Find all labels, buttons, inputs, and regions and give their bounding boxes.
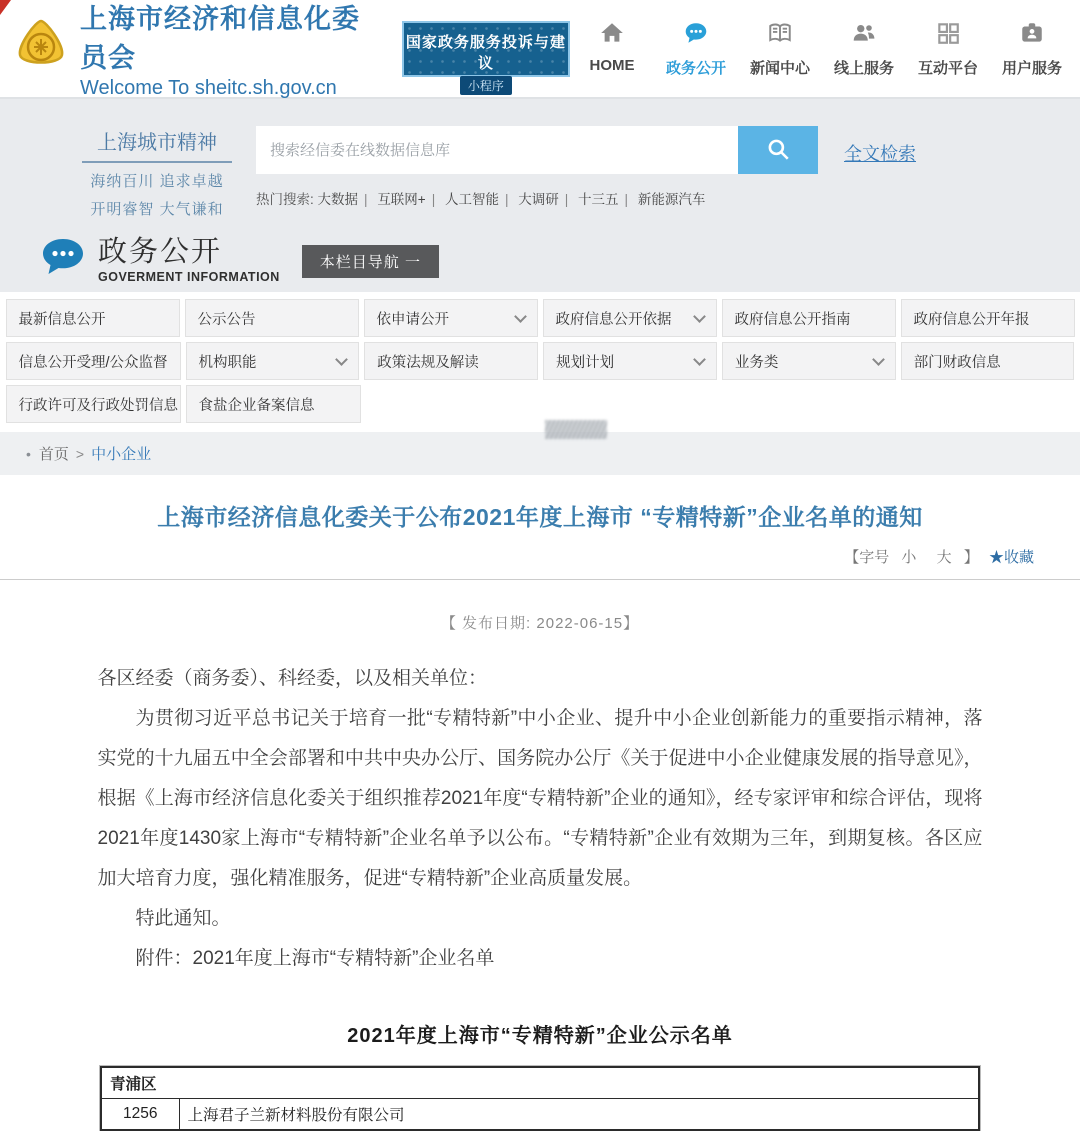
nav-item-user-services[interactable] (990, 20, 1074, 78)
banner-title: 国家政务服务投诉与建议 (405, 33, 566, 72)
hot-search-separator: | (431, 192, 436, 207)
section-title: 政务公开 (98, 236, 223, 268)
menu-item-latest-disclosure[interactable] (6, 299, 180, 337)
home-icon (599, 33, 625, 50)
site-subtitle: Welcome To sheitc.sh.gov.cn (80, 77, 337, 99)
menu-item-announcements[interactable] (185, 299, 359, 337)
site-logo-icon (12, 17, 70, 81)
search-column (256, 126, 818, 208)
menu-row (3, 385, 1077, 423)
search-button[interactable] (738, 126, 818, 174)
nav-item-label: 线上服务 (833, 59, 894, 77)
menu-item-label: 食盐企业备案信息 (198, 397, 315, 414)
section-bubble-icon (40, 237, 86, 277)
nav-item-label: 新闻中心 (749, 59, 810, 77)
site-header (0, 0, 1080, 97)
nav-item-label: 互动平台 (917, 59, 978, 77)
publish-date: 【 发布日期: 2022-06-15】 (440, 615, 640, 632)
menu-item-label: 业务类 (734, 354, 779, 371)
main-paragraph: 为贯彻习近平总书记关于培育一批“专精特新”中小企业、提升中小企业创新能力的重要指示精神，落实党的十九届五中全会部署和中共中央办公厅、国务院办公厅《关于促进中小企业健康发展的指导意见》，根据《上海市经济信息化委关于组织推荐2021年度“专精特新”企业的通知》，经专家评审和综合评估，现将2021年度1430家上海市“专精特新”企业名单予以公布。“专精特新”企业有效期为三年，到期复核。各区应加大培育力度，强化精准服务，促进“专精特新”企业高质量发展。 (97, 708, 983, 889)
menu-item-salt-registration[interactable] (186, 385, 361, 423)
gov-complaint-banner[interactable] (402, 21, 570, 93)
gov-info-menu (0, 292, 1080, 432)
section-nav-button[interactable]: 本栏目导航 一 (302, 245, 439, 278)
section-titles (98, 229, 280, 284)
hot-search-line (256, 188, 818, 208)
chevron-down-icon (335, 353, 348, 366)
enterprise-list-table (100, 1066, 980, 1131)
hot-search-link[interactable]: 人工智能 (444, 192, 499, 207)
menu-item-label: 政府信息公开年报 (913, 311, 1030, 328)
nav-item-label: HOME (589, 56, 635, 74)
menu-item-licensing-penalties[interactable] (6, 385, 181, 423)
nav-item-news[interactable] (738, 20, 822, 78)
top-nav (570, 20, 1074, 78)
nav-item-home[interactable] (570, 20, 654, 78)
fulltext-search-link[interactable]: 全文检索 (844, 144, 916, 164)
table-group-row (101, 1067, 979, 1099)
favorite-label: 收藏 (1003, 549, 1034, 566)
miniprogram-badge: 小程序 (460, 76, 512, 95)
hot-search-link[interactable]: 互联网+ (377, 192, 426, 207)
menu-item-label: 机构职能 (198, 354, 257, 371)
news-book-icon (767, 33, 793, 50)
menu-item-business[interactable] (722, 342, 896, 380)
grid-icon (935, 33, 961, 50)
city-spirit-block (82, 126, 232, 219)
hot-search-link[interactable]: 大数据 (317, 192, 359, 207)
menu-item-label: 依申请公开 (376, 311, 449, 328)
nav-item-label: 政务公开 (665, 59, 726, 77)
nav-item-online-services[interactable] (822, 20, 906, 78)
menu-item-label: 部门财政信息 (913, 354, 1001, 371)
menu-row (3, 342, 1077, 380)
article-body (98, 659, 983, 979)
chevron-down-icon (693, 310, 706, 323)
nav-item-gov-info[interactable] (654, 20, 738, 78)
menu-item-org-functions[interactable] (186, 342, 360, 380)
font-size-controls (0, 546, 1080, 567)
hot-search-link[interactable]: 新能源汽车 (637, 192, 706, 207)
search-row (0, 99, 1080, 219)
user-bag-icon (1019, 33, 1045, 50)
menu-item-label: 政策法规及解读 (377, 354, 479, 371)
menu-item-label: 公示公告 (197, 311, 256, 328)
hot-search-separator: | (364, 192, 368, 207)
breadcrumb (0, 432, 1080, 475)
search-box (256, 126, 818, 174)
title-divider (0, 579, 1080, 580)
menu-row (3, 299, 1077, 337)
font-smaller-button[interactable]: 小 (901, 549, 917, 566)
breadcrumb-current-link[interactable]: 中小企业 (91, 446, 152, 463)
article (0, 499, 1080, 1131)
font-size-suffix: 】 (963, 549, 979, 566)
menu-item-policies[interactable] (364, 342, 538, 380)
font-size-prefix: 【字号 (844, 549, 890, 566)
hot-search-separator: | (624, 192, 629, 207)
menu-item-label: 信息公开受理/公众监督 (18, 354, 168, 371)
hot-search-separator: | (504, 192, 509, 207)
search-section-band (0, 97, 1080, 292)
article-title: 上海市经济信息化委关于公布2021年度上海市 “专精特新”企业名单的通知 (157, 504, 923, 530)
menu-item-disclosure-on-request[interactable] (364, 299, 538, 337)
breadcrumb-home-link[interactable]: 首页 (38, 446, 69, 463)
breadcrumb-bullet: • (26, 445, 31, 462)
blurred-widget (545, 420, 607, 439)
menu-item-finance-info[interactable] (901, 342, 1075, 380)
hot-search-link[interactable]: 十三五 (578, 192, 619, 207)
city-spirit-title: 上海城市精神 (82, 126, 232, 163)
favorite-button[interactable] (989, 549, 1034, 566)
company-name-cell: 上海君子兰新材料股份有限公司 (179, 1099, 979, 1131)
menu-item-label: 政府信息公开指南 (734, 311, 851, 328)
nav-item-label: 用户服务 (1001, 59, 1062, 77)
menu-item-planning[interactable] (543, 342, 717, 380)
menu-item-disclosure-basis[interactable] (543, 299, 717, 337)
section-header (0, 229, 1080, 284)
hot-search-separator: | (564, 192, 569, 207)
row-number-cell: 1256 (101, 1099, 179, 1131)
district-group-cell: 青浦区 (101, 1067, 979, 1099)
attachment-paragraph: 附件：2021年度上海市“专精特新”企业名单 (135, 948, 495, 969)
users-icon (851, 33, 877, 50)
notice-paragraph: 特此通知。 (135, 908, 231, 929)
search-input[interactable] (256, 126, 738, 174)
menu-item-annual-report[interactable] (901, 299, 1075, 337)
menu-item-public-supervision[interactable] (6, 342, 181, 380)
menu-item-disclosure-guide[interactable] (722, 299, 896, 337)
menu-item-label: 最新信息公开 (18, 311, 106, 328)
menu-item-label: 政府信息公开依据 (555, 311, 672, 328)
table-row (101, 1099, 979, 1131)
chevron-down-icon (872, 353, 885, 366)
search-icon (765, 136, 791, 165)
city-spirit-line2: 开明睿智 大气谦和 (90, 201, 224, 218)
chevron-down-icon (693, 353, 706, 366)
salutation-paragraph: 各区经委（商务委）、科经委，以及相关单位： (97, 668, 488, 689)
site-title: 上海市经济和信息化委员会 (80, 4, 360, 73)
star-icon: ★ (988, 549, 1004, 566)
hot-search-label: 热门搜索: (256, 192, 314, 207)
attachment-table-heading: 2021年度上海市“专精特新”企业公示名单 (347, 1025, 733, 1047)
breadcrumb-separator: > (75, 445, 85, 462)
section-subtitle: GOVERMENT INFORMATION (98, 270, 280, 284)
menu-item-label: 行政许可及行政处罚信息 (18, 397, 178, 414)
speech-bubble-icon (683, 33, 709, 50)
red-corner-mark (0, 0, 11, 15)
chevron-down-icon (514, 310, 527, 323)
menu-item-label: 规划计划 (556, 354, 615, 371)
font-larger-button[interactable]: 大 (936, 549, 952, 566)
site-identity (80, 0, 374, 100)
city-spirit-line1: 海纳百川 追求卓越 (90, 173, 224, 190)
hot-search-link[interactable]: 大调研 (518, 192, 559, 207)
nav-item-interactive-platform[interactable] (906, 20, 990, 78)
